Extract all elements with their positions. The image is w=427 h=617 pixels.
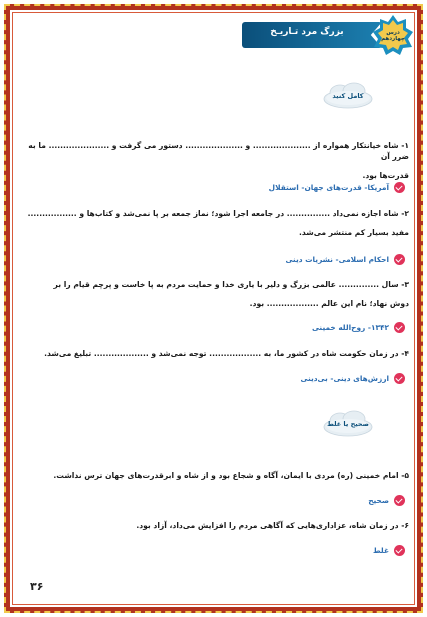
check-icon [394,322,405,333]
check-icon [394,254,405,265]
section-title-fill-in: کامل کنید [332,92,364,100]
answer-1: آمریکا- قدرت‌های جهان- استقلال [269,182,405,193]
check-icon [394,373,405,384]
lesson-label: درس چهاردهم [381,30,405,42]
question-2: ۲- شاه اجازه نمی‌داد ............... در جامعه اجرا شود؛ نماز جمعه بر پا نمی‌شد و کتاب‌ها و ................. مفید بسیار کم منتشر می‌شد. [27,209,409,237]
answer-4: ارزش‌های دینی- بی‌دینی [300,373,405,384]
check-icon [394,495,405,506]
question-1: ۱- شاه خیانتکار همواره از .................... و .................... دستور می گرفت و ..................... ما به ضرر آن قدرت‌ها بود. [28,141,409,180]
check-icon [394,182,405,193]
answer-3: ۱۳۴۲- روح‌الله خمینی [312,322,405,333]
question-4: ۴- در زمان حکومت شاه در کشور ما، به .................. توجه نمی‌شد و ................... تبلیغ می‌شد. [44,349,409,358]
answer-6: غلط [373,545,405,556]
question-3: ۳- سال .............. عالمی بزرگ و دلیر با یاری خدا و حمایت مردم به پا خاست و پرچم قیام را بر دوش نهاد؛ نام این عالم .................. بود. [53,280,409,308]
page-title: بزرگ مرد تـاریـخ [270,27,344,37]
page-number: ۳۶ [30,580,44,593]
answer-2: احکام اسلامی- نشریات دینی [285,254,405,265]
answer-5: صحیح [368,495,405,506]
check-icon [394,545,405,556]
question-6: ۶- در زمان شاه، عزاداری‌هایی که آگاهی مردم را افزایش می‌داد، آزاد بود. [136,521,409,530]
question-5: ۵- امام خمینی (ره) مردی با ایمان، آگاه و شجاع بود و از شاه و ابرقدرت‌های جهان ترس نداشت. [53,471,409,480]
section-title-true-false: صحیح یا غلط [327,420,369,428]
